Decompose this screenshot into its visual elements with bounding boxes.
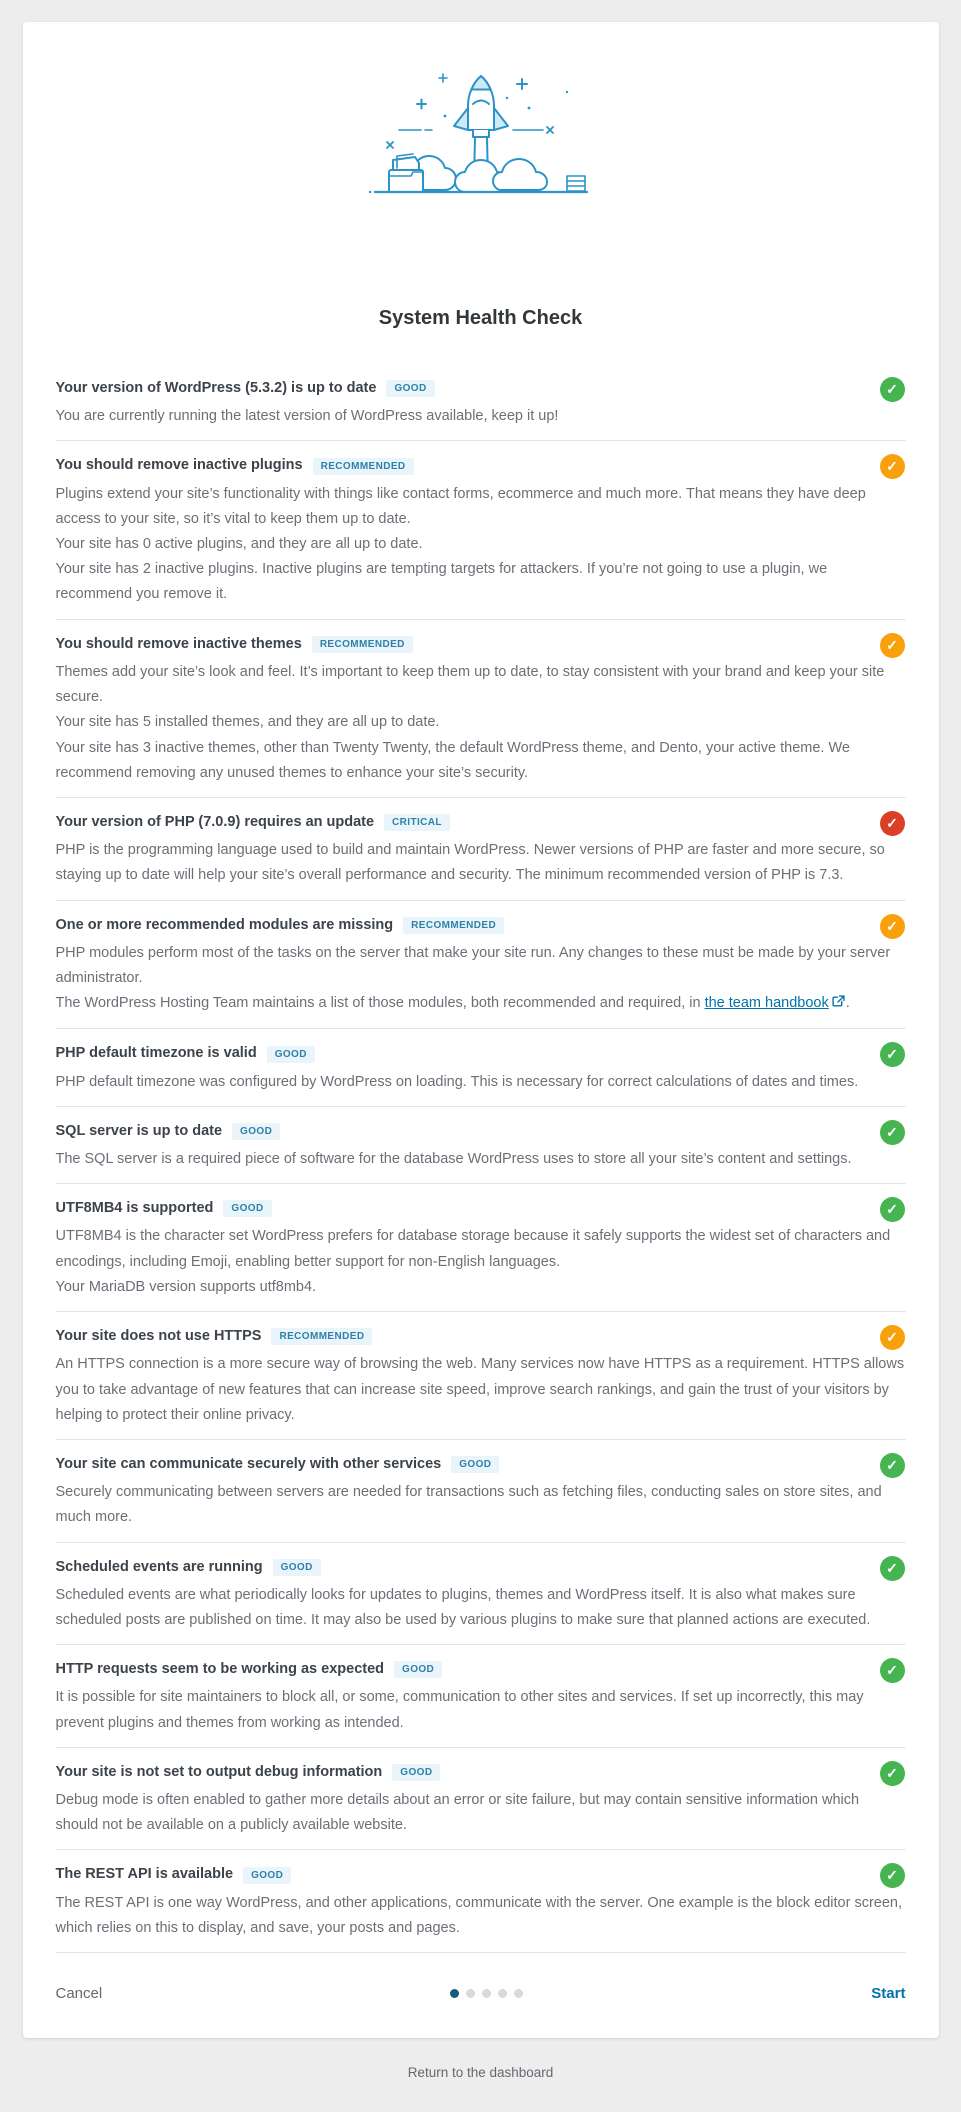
good-check-icon <box>880 1761 905 1786</box>
wizard-footer <box>56 1953 906 2038</box>
good-check-icon <box>880 1658 905 1683</box>
check-glyph: ✓ <box>886 1123 898 1140</box>
health-check-item-body <box>56 1583 906 1633</box>
health-check-description: Your site has 5 installed themes, and they are all up to date. <box>55 714 440 731</box>
health-check-item-scheduled-events <box>56 1543 906 1646</box>
pagination-dot <box>498 1989 507 1998</box>
good-check-icon <box>880 1453 905 1478</box>
health-check-item-head <box>56 1863 906 1886</box>
check-glyph: ✓ <box>886 1456 898 1473</box>
illustration-container <box>56 62 906 221</box>
health-check-description: Scheduled events are what periodically looks for updates to plugins, themes and WordPress itself. It is also what makes sure scheduled posts are published on time. It may also be used by various plugins to make sure that planned actions are executed. <box>55 1586 871 1628</box>
recommended-check-icon <box>880 633 905 658</box>
health-check-item-body <box>56 1224 906 1300</box>
health-check-item-head <box>56 633 906 656</box>
health-check-item-https <box>56 1312 906 1440</box>
good-check-icon <box>880 1120 905 1145</box>
health-check-item-title: SQL server is up to date <box>55 1122 223 1139</box>
rocket-launch-illustration <box>361 64 601 216</box>
below-card <box>0 2038 961 2112</box>
pagination-dot-active <box>450 1989 459 1998</box>
health-check-item-head <box>56 1042 906 1065</box>
health-check-item-head <box>56 1453 906 1476</box>
link-paragraph-text: . <box>845 995 850 1012</box>
check-glyph: ✓ <box>886 1764 898 1781</box>
health-check-item-head <box>56 1556 906 1579</box>
health-check-item-secure-communication <box>56 1440 906 1543</box>
health-check-item-head <box>56 377 906 400</box>
pagination-dots <box>450 1989 523 1998</box>
check-glyph: ✓ <box>886 1662 898 1679</box>
health-check-item-sql-server <box>56 1107 906 1184</box>
status-badge: RECOMMENDED <box>313 458 414 475</box>
health-check-description: PHP modules perform most of the tasks on the server that make your site run. Any changes to these must be made by your server administrator. <box>55 944 891 986</box>
status-badge: CRITICAL <box>384 814 450 831</box>
health-check-item-body <box>56 1070 906 1095</box>
health-check-item-body <box>56 1480 906 1530</box>
status-badge: GOOD <box>232 1123 280 1140</box>
health-check-item-php-version <box>56 798 906 901</box>
good-check-icon <box>880 1197 905 1222</box>
health-check-item-title: Your version of WordPress (5.3.2) is up to date <box>55 380 377 396</box>
health-check-description: PHP default timezone was configured by WordPress on loading. This is necessary for correct calculations of dates and times. <box>55 1073 859 1090</box>
status-badge: RECOMMENDED <box>271 1328 372 1345</box>
check-glyph: ✓ <box>886 1046 898 1063</box>
pagination-dot <box>482 1989 491 1998</box>
health-check-item-php-timezone <box>56 1029 906 1106</box>
good-check-icon <box>880 1556 905 1581</box>
good-check-icon <box>880 1042 905 1067</box>
check-glyph: ✓ <box>886 1329 898 1346</box>
health-check-description: The REST API is one way WordPress, and other applications, communicate with the server. One example is the block editor screen, which relies on this to display, and save, your posts and pages. <box>55 1894 903 1936</box>
health-check-item-body <box>56 660 906 786</box>
health-check-description: It is possible for site maintainers to block all, or some, communication to other sites and services. If set up incorrectly, this may prevent plugins and themes from working as intended. <box>55 1689 864 1731</box>
check-glyph: ✓ <box>886 917 898 934</box>
health-check-item-title: Your site can communicate securely with other services <box>55 1455 442 1472</box>
health-check-item-body <box>56 404 906 429</box>
good-check-icon <box>880 377 905 402</box>
status-badge: GOOD <box>451 1456 499 1473</box>
health-check-item-debug-output <box>56 1748 906 1851</box>
health-check-item-head <box>56 454 906 477</box>
status-badge: GOOD <box>273 1559 321 1576</box>
health-check-item-title: HTTP requests seem to be working as expected <box>55 1661 385 1678</box>
recommended-check-icon <box>880 454 905 479</box>
check-glyph: ✓ <box>886 1559 898 1576</box>
health-check-item-title: You should remove inactive plugins <box>55 457 303 474</box>
health-check-item-title: Scheduled events are running <box>55 1558 263 1575</box>
cancel-button[interactable]: Cancel <box>55 1985 103 2003</box>
health-check-description: You are currently running the latest version of WordPress available, keep it up! <box>55 408 559 425</box>
health-check-item-php-modules <box>56 901 906 1030</box>
status-badge: GOOD <box>223 1200 271 1217</box>
health-check-item-title: One or more recommended modules are missing <box>55 916 394 933</box>
health-check-description: UTF8MB4 is the character set WordPress prefers for database storage because it safely supports the widest set of characters and encodings, including Emoji, enabling better support for non-English languages. <box>55 1228 891 1270</box>
status-badge: GOOD <box>267 1046 315 1063</box>
health-check-item-head <box>56 1120 906 1143</box>
health-check-description: The SQL server is a required piece of software for the database WordPress uses to store all your site’s content and settings. <box>55 1151 852 1168</box>
health-check-item-body <box>56 1147 906 1172</box>
health-check-list <box>56 364 906 1953</box>
health-check-item-head <box>56 914 906 937</box>
team-handbook-link[interactable]: the team handbook <box>704 995 829 1012</box>
status-badge: RECOMMENDED <box>312 636 413 653</box>
status-badge: RECOMMENDED <box>403 917 504 934</box>
health-check-description: Your site has 3 inactive themes, other than Twenty Twenty, the default WordPress theme, and Dento, your active theme. We recommend removing any unused themes to enhance your site’s security. <box>55 739 850 781</box>
health-check-item-http-requests <box>56 1645 906 1748</box>
critical-check-icon <box>880 811 905 836</box>
health-check-item-head <box>56 1761 906 1784</box>
check-glyph: ✓ <box>886 814 898 831</box>
health-check-description: Your site has 2 inactive plugins. Inactive plugins are tempting targets for attackers. If you’re not going to use a plugin, we recommend you remove it. <box>55 561 828 603</box>
health-check-description: Your site has 0 active plugins, and they are all up to date. <box>55 536 423 553</box>
health-check-item-title: You should remove inactive themes <box>55 635 302 652</box>
health-check-description: Debug mode is often enabled to gather more details about an error or site failure, but may contain sensitive information which should not be available on a publicly available website. <box>55 1792 860 1834</box>
health-check-item-title: Your site does not use HTTPS <box>55 1328 262 1345</box>
good-check-icon <box>880 1863 905 1888</box>
status-badge: GOOD <box>394 1661 442 1678</box>
health-check-item-title: PHP default timezone is valid <box>55 1045 257 1062</box>
return-to-dashboard-link[interactable]: Return to the dashboard <box>407 2065 554 2081</box>
health-check-item-body <box>56 1891 906 1941</box>
health-check-item-head <box>56 1325 906 1348</box>
health-check-item-inactive-plugins <box>56 441 906 619</box>
health-check-description: PHP is the programming language used to build and maintain WordPress. Newer versions of PHP are faster and more secure, so staying up to date will help your site’s overall performance and security. The minimum recommended version of PHP is 7.3. <box>55 842 885 884</box>
health-check-description: Plugins extend your site’s functionality with things like contact forms, ecommerce and much more. That means they have deep access to your site, so it’s vital to keep them up to date. <box>55 485 866 527</box>
health-check-item-title: Your site is not set to output debug information <box>55 1763 383 1780</box>
health-check-card <box>23 22 939 2038</box>
pagination-dot <box>514 1989 523 1998</box>
health-check-item-title: Your version of PHP (7.0.9) requires an update <box>55 813 375 830</box>
link-paragraph-text: The WordPress Hosting Team maintains a list of those modules, both recommended and required, in <box>55 995 705 1012</box>
check-glyph: ✓ <box>886 1201 898 1218</box>
health-check-description: An HTTPS connection is a more secure way of browsing the web. Many services now have HTTPS as a requirement. HTTPS allows you to take advantage of new features that can increase site speed, improve search rankings, and gain the trust of your visitors by helping to protect their online privacy. <box>55 1356 905 1423</box>
health-check-item-title: UTF8MB4 is supported <box>55 1200 214 1217</box>
health-check-item-body <box>56 941 906 1018</box>
health-check-description: Securely communicating between servers are needed for transactions such as fetching files, conducting sales on store sites, and much more. <box>55 1484 882 1526</box>
health-check-item-body <box>56 482 906 608</box>
check-glyph: ✓ <box>886 636 898 653</box>
health-check-item-head <box>56 811 906 834</box>
health-check-item-head <box>56 1658 906 1681</box>
health-check-item-body <box>56 1352 906 1428</box>
recommended-check-icon <box>880 1325 905 1350</box>
check-glyph: ✓ <box>886 381 898 397</box>
check-glyph: ✓ <box>886 458 898 475</box>
health-check-item-utf8mb4 <box>56 1184 906 1312</box>
health-check-item-head <box>56 1197 906 1220</box>
status-badge: GOOD <box>392 1764 440 1781</box>
pagination-dot <box>466 1989 475 1998</box>
health-check-description: Themes add your site’s look and feel. It’s important to keep them up to date, to stay consistent with your brand and keep your site secure. <box>55 663 885 706</box>
health-check-item-rest-api <box>56 1850 906 1953</box>
health-check-item-wordpress-version <box>56 364 906 441</box>
status-badge: GOOD <box>243 1867 291 1884</box>
health-check-item-body <box>56 838 906 888</box>
health-check-item-body <box>56 1788 906 1838</box>
page-title: System Health Check <box>378 307 583 329</box>
external-link-icon <box>832 992 845 1017</box>
health-check-item-body <box>56 1685 906 1735</box>
status-badge: GOOD <box>386 380 434 397</box>
health-check-item-title: The REST API is available <box>55 1866 234 1883</box>
health-check-description: Your MariaDB version supports utf8mb4. <box>55 1278 317 1295</box>
health-check-description-with-link <box>56 991 906 1017</box>
recommended-check-icon <box>880 914 905 939</box>
health-check-item-inactive-themes <box>56 620 906 798</box>
check-glyph: ✓ <box>886 1867 898 1884</box>
start-button[interactable]: Start <box>871 1985 906 2003</box>
